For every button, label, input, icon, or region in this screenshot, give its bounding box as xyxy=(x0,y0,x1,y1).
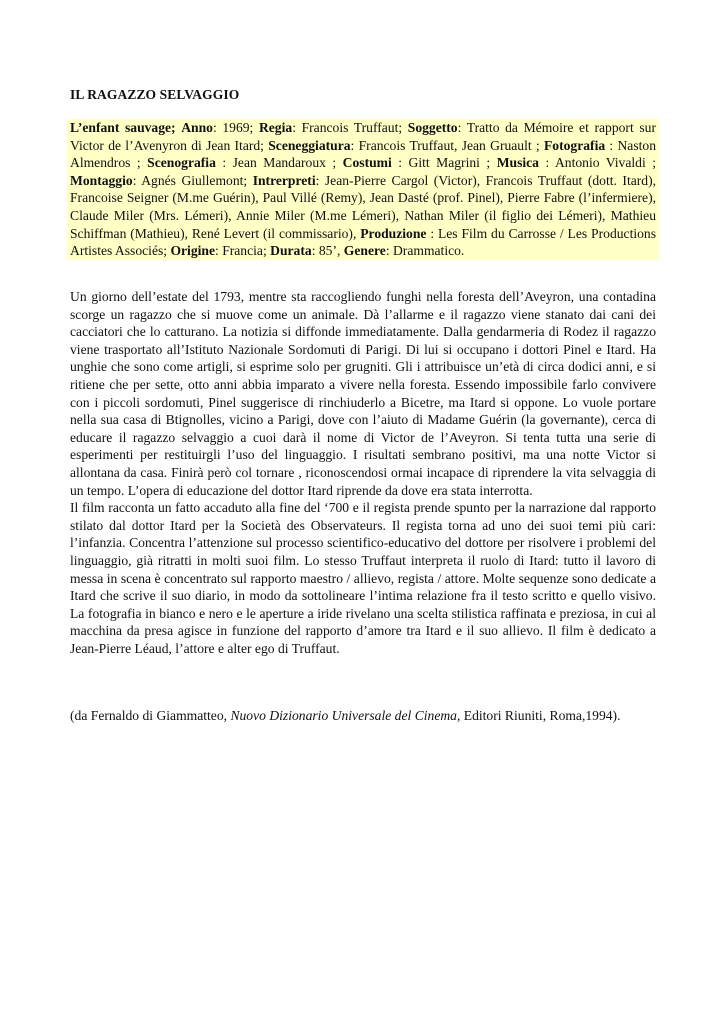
produzione-value: : Les Film du Carrosse / Les Productions Artistes Associés; xyxy=(70,225,657,259)
citation-book-title: Nuovo Dizionario Universale del Cinema xyxy=(230,708,457,723)
synopsis-paragraph: Un giorno dell’estate del 1793, mentre sta raccogliendo funghi nella foresta dell’Aveyron, una contadina scorge un ragazzo che si muove come un animale. Dà l’allarme e il ragazzo viene stanato dai cani dei cacciatori che lo catturano. La notizia si diffonde immediatamente. Dalla gendarmeria di Rodez il ragazzo viene trasportato all’Istituto Nazionale Sordomuti di Parigi. Di lui si occupano i dottori Pinel e Itard. Ha unghie che sono come artigli, si esprime solo per grugniti. Gli i attribuisce un’età di circa dodici anni, e si ritiene che per sette, otto anni abbia imparato a vivere nella foresta. Essendo impossibile farlo convivere con i piccoli sordomuti, Pinel suggerisce di rinchiuderlo a Bicetre, ma Itard si oppone. Lo vuole portare nella sua casa di Btignolles, vicino a Parigi, dove con l’aiuto di Madame Guérin (la governante), cerca di educare il ragazzo selvaggio a cuoi darà il nome di Victor de l’Aveyron. Si tenta tutta una serie di esperimenti per restituirgli l’uso del linguaggio. I risultati sembrano positivi, ma una notte Victor si allontana da casa. Finirà però col tornare , riconoscendosi ormai incapace di riprendere la vita selvaggia di un tempo. L’opera di educazione del dottor Itard riprende da dove era stata interrotta. xyxy=(70,289,656,498)
genere-label: Genere xyxy=(343,243,386,259)
soggetto-value: : Tratto da Mémoire et rapport sur Victor de l’Avenyron di Jean Itard; xyxy=(70,120,656,153)
synopsis-text xyxy=(70,288,656,657)
original-title: L’enfant sauvage; xyxy=(70,120,176,135)
fotografia-label: Fotografia xyxy=(543,137,606,153)
scenografia-value: : Jean Mandaroux ; xyxy=(215,155,343,171)
film-credits-block xyxy=(67,119,659,260)
costumi-value: : Gitt Magrini ; xyxy=(391,155,497,171)
review-paragraph: Il film racconta un fatto accaduto alla fine del ‘700 e il regista prende spunto per la narrazione dal rapporto stilato dal dottor Itard per la Società des Observateurs. Il regista torna ad uno dei suoi temi più cari: l’infanzia. Concentra l’attenzione sul processo scientifico-educativo del dottore per risolvere i problemi del linguaggio, già ritratti in molti suoi film. Lo stesso Truffaut interpreta il ruolo di Itard: tutto il lavoro di messa in scena è concentrato sul rapporto maestro / allievo, regista / attore. Molte sequenze sono dedicate a Itard che scrive il suo diario, in modo da sottolineare l’intima relazione fra il testo scritto e quello visivo. La fotografia in bianco e nero e le aperture a iride rivelano una scelta stilistica raffinata e preziosa, in cui al macchina da presa agisce in funzione del rapporto d’amore tra Itard e il suo allievo. Il film è dedicato a Jean-Pierre Léaud, l’attore e alter ego di Truffaut. xyxy=(70,500,656,656)
document-title: IL RAGAZZO SELVAGGIO xyxy=(70,87,240,102)
musica-label: Musica xyxy=(496,155,539,171)
fotografia-value: : Naston Almendros ; xyxy=(70,137,656,171)
soggetto-label: Soggetto xyxy=(407,120,458,135)
citation-suffix: , Editori Riuniti, Roma,1994). xyxy=(456,708,621,723)
source-citation xyxy=(70,707,656,725)
sceneggiatura-value: : Francois Truffaut, Jean Gruault ; xyxy=(350,137,544,153)
regia-label: Regia xyxy=(258,120,293,135)
anno-value: : 1969; xyxy=(212,120,259,135)
anno-label: Anno xyxy=(181,120,213,135)
origine-value: : Francia; xyxy=(215,243,271,259)
origine-label: Origine xyxy=(170,243,216,259)
produzione-label: Produzione xyxy=(360,225,427,241)
genere-value: : Drammatico. xyxy=(385,243,465,259)
sceneggiatura-label: Sceneggiatura xyxy=(268,137,351,153)
durata-label: Durata xyxy=(270,243,312,259)
montaggio-label: Montaggio xyxy=(70,172,133,188)
regia-value: : Francois Truffaut; xyxy=(292,120,408,135)
interpreti-value: : Jean-Pierre Cargol (Victor), Francois Truffaut (dott. Itard), Francoise Seigner (M.me Guérin), Paul Villé (Remy), Jean Dasté (prof. Pinel), Pierre Fabre (l’infermiere), Claude Miler (Mrs. Lémeri), Annie Miler (M.me Lémeri), Nathan Miler (il figlio dei Lémeri), Mathieu Schiffman (Mathieu), René Levert (il commissario), xyxy=(70,172,656,241)
montaggio-value: : Agnés Giullemont; xyxy=(132,172,253,188)
durata-value: : 85’, xyxy=(311,243,344,259)
citation-prefix: (da Fernaldo di Giammatteo, xyxy=(70,708,231,723)
scenografia-label: Scenografia xyxy=(147,155,216,171)
musica-value: : Antonio Vivaldi ; xyxy=(538,155,656,171)
interpreti-label: Intrerpreti xyxy=(252,172,316,188)
costumi-label: Costumi xyxy=(342,155,392,171)
